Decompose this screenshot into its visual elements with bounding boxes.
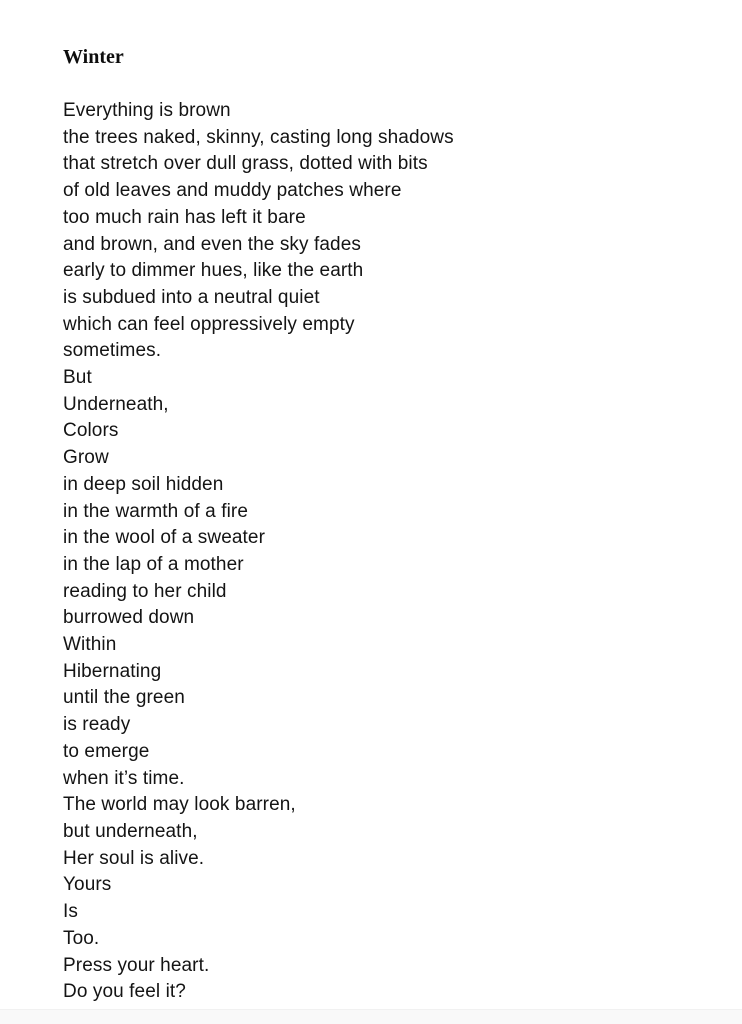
page-title: Winter	[63, 46, 124, 68]
poem-line: until the green	[63, 687, 185, 709]
poem-line: But	[63, 367, 92, 389]
poem-line: Yours	[63, 874, 112, 896]
poem-line: Within	[63, 634, 117, 656]
poem-line: is ready	[63, 714, 131, 736]
poem-line: burrowed down	[63, 607, 195, 629]
poem-line: in the wool of a sweater	[63, 527, 266, 549]
poem-line: and brown, and even the sky fades	[63, 233, 361, 255]
poem-line: too much rain has left it bare	[63, 206, 306, 228]
poem-line: Hibernating	[63, 660, 162, 682]
poem-line: in the warmth of a fire	[63, 500, 248, 522]
poem-line: Her soul is alive.	[63, 847, 205, 869]
poem-line: Colors	[63, 420, 119, 442]
poem-line: The world may look barren,	[63, 794, 296, 816]
poem-line: which can feel oppressively empty	[63, 313, 355, 335]
poem-line: reading to her child	[63, 580, 227, 602]
poem-line: Everything is brown	[63, 100, 231, 121]
poem-line: but underneath,	[63, 820, 198, 842]
poem-line: when it’s time.	[63, 767, 185, 789]
poem-line: to emerge	[63, 740, 150, 762]
poem-line: of old leaves and muddy patches where	[63, 180, 402, 202]
poem-line: Too.	[63, 927, 100, 949]
poem-line: early to dimmer hues, like the earth	[63, 260, 364, 282]
poem-body	[63, 98, 702, 1006]
poem-line: Grow	[63, 447, 109, 469]
poem-line: Is	[63, 901, 78, 923]
page-bottom-edge	[0, 1009, 742, 1024]
poem-line: in deep soil hidden	[63, 473, 224, 495]
poem-line: Underneath,	[63, 393, 169, 415]
poem-line: Do you feel it?	[63, 981, 186, 1003]
poem-line: the trees naked, skinny, casting long shadows	[63, 126, 454, 148]
poem-line: is subdued into a neutral quiet	[63, 286, 320, 308]
poem-line: Press your heart.	[63, 954, 210, 976]
poem-line: in the lap of a mother	[63, 553, 244, 575]
poem-line: that stretch over dull grass, dotted with bits	[63, 153, 428, 175]
poem-line: sometimes.	[63, 340, 162, 362]
